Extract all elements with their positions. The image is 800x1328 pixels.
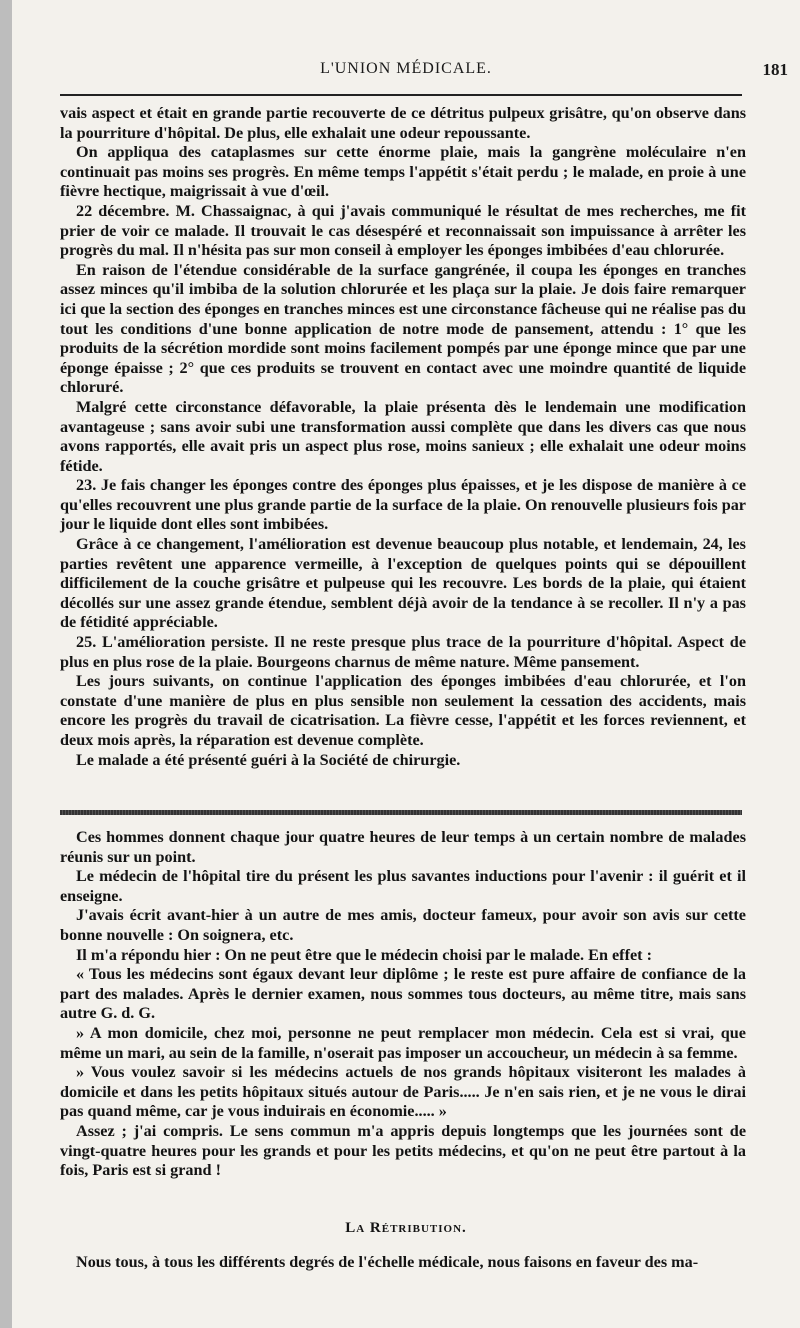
paragraph: » Vous voulez savoir si les médecins actuels de nos grands hôpitaux visiteront les malades à domicile et dans les petits hôpitaux situés autour de Paris..... Je n'en sais rien, et je ne vous le dirai pas quand même, car je vous induirais en économie..... » bbox=[60, 1063, 746, 1121]
paragraph: » A mon domicile, chez moi, personne ne peut remplacer mon médecin. Cela est si vrai, que même un mari, au sein de la famille, n'oserait pas imposer un accoucheur, un médecin à sa femme. bbox=[60, 1023, 746, 1062]
paragraph: Malgré cette circonstance défavorable, la plaie présenta dès le lendemain une modification avantageuse ; sans avoir subi une transformation aussi complète que dans les divers cas que nous avons rapportés, elle avait pris un aspect plus rose, moins sanieux ; elle exhalait une odeur moins fétide. bbox=[60, 397, 746, 475]
paragraph: Ces hommes donnent chaque jour quatre heures de leur temps à un certain nombre de malades réunis sur un point. bbox=[60, 828, 746, 866]
paragraph: On appliqua des cataplasmes sur cette énorme plaie, mais la gangrène moléculaire n'en continuait pas moins ses progrès. En même temps l'appétit s'était perdu ; le malade, en proie à une fièvre hectique, maigrissait à vue d'œil. bbox=[60, 143, 746, 201]
page-number: 181 bbox=[762, 60, 788, 79]
article-hospital-gangrene bbox=[60, 104, 746, 770]
paragraph: En raison de l'étendue considérable de la surface gangrénée, il coupa les éponges en tranches assez minces qu'il imbiba de la solution chlorurée et les plaça sur la plaie. Je dois faire remarquer ici que la section des éponges en tranches minces est une circonstance fâcheuse qui ne réalise pas du tout les conditions d'une bonne application de notre mode de pansement, attendu : 1° que les produits de la sécrétion mordide sont moins facilement pompés par une éponge mince que par une éponge épaisse ; 2° que ces produits se trouvent en contact avec une moindre quantité de liquide chloruré. bbox=[60, 260, 746, 397]
section-title: La Rétribution. bbox=[345, 1220, 467, 1236]
paragraph: Grâce à ce changement, l'amélioration est devenue beaucoup plus notable, et lendemain, 24, les parties revêtent une apparence vermeille, à l'exception de quelques points qui se dépouillent difficilement de la couche grisâtre et pulpeuse qui les recouvre. Les bords de la plaie, qui étaient décollés sur une assez grande étendue, semblent déjà avoir de la tendance à se recoller. Il n'y a pas de fétidité appréciable. bbox=[60, 535, 746, 632]
paragraph: J'avais écrit avant-hier à un autre de mes amis, docteur fameux, pour avoir son avis sur cette bonne nouvelle : On soignera, etc. bbox=[60, 906, 746, 944]
article-feuilleton bbox=[60, 828, 746, 1181]
section-divider bbox=[60, 810, 742, 815]
page-header bbox=[12, 58, 800, 88]
paragraph: Le médecin de l'hôpital tire du présent les plus savantes inductions pour l'avenir : il guérit et il enseigne. bbox=[60, 867, 746, 905]
paragraph: Il m'a répondu hier : On ne peut être que le médecin choisi par le malade. En effet : bbox=[76, 945, 652, 964]
paragraph: 23. Je fais changer les éponges contre des éponges plus épaisses, et je les dispose de manière à ce qu'elles recouvrent une plus grande partie de la surface de la plaie. On renouvelle plusieurs fois par jour le liquide dont elles sont imbibées. bbox=[60, 476, 746, 534]
paragraph: vais aspect et était en grande partie recouverte de ce détritus pulpeux grisâtre, qu'on observe dans la pourriture d'hôpital. De plus, elle exhalait une odeur repoussante. bbox=[60, 104, 746, 142]
running-title: L'UNION MÉDICALE. bbox=[320, 60, 492, 77]
paragraph: 22 décembre. M. Chassaignac, à qui j'avais communiqué le résultat de mes recherches, me fit prier de voir ce malade. Il trouvait le cas désespéré et reconnaissait son impuissance à arrêter les progrès du mal. Il n'hésita pas sur mon conseil à employer les éponges imbibées d'eau chlorurée. bbox=[60, 201, 746, 260]
paragraph: Le malade a été présenté guéri à la Société de chirurgie. bbox=[76, 750, 461, 769]
paragraph: Nous tous, à tous les différents degrés de l'échelle médicale, nous faisons en faveur des ma- bbox=[76, 1253, 699, 1271]
paragraph: Assez ; j'ai compris. Le sens commun m'a appris depuis longtemps que les journées sont de vingt-quatre heures pour les grands et pour les petits médecins, et qu'on ne peut être partout à la fois, Paris est si grand ! bbox=[60, 1121, 746, 1180]
paragraph: 25. L'amélioration persiste. Il ne reste presque plus trace de la pourriture d'hôpital. Aspect de plus en plus rose de la plaie. Bourgeons charnus de même nature. Même pansement. bbox=[60, 633, 746, 671]
document-page bbox=[12, 0, 800, 1328]
paragraph: « Tous les médecins sont égaux devant leur diplôme ; le reste est pure affaire de confiance de la part des malades. Après le dernier examen, nous sommes tous docteurs, au même titre, mais sans autre G. d. G. bbox=[60, 965, 746, 1023]
paragraph: Les jours suivants, on continue l'application des éponges imbibées d'eau chlorurée, et l'on constate d'une manière de plus en plus sensible non seulement la cessation des accidents, mais encore les progrès du travail de cicatrisation. La fièvre cesse, l'appétit et les forces reviennent, et deux mois après, la réparation est devenue complète. bbox=[60, 672, 746, 749]
header-rule bbox=[60, 94, 742, 96]
